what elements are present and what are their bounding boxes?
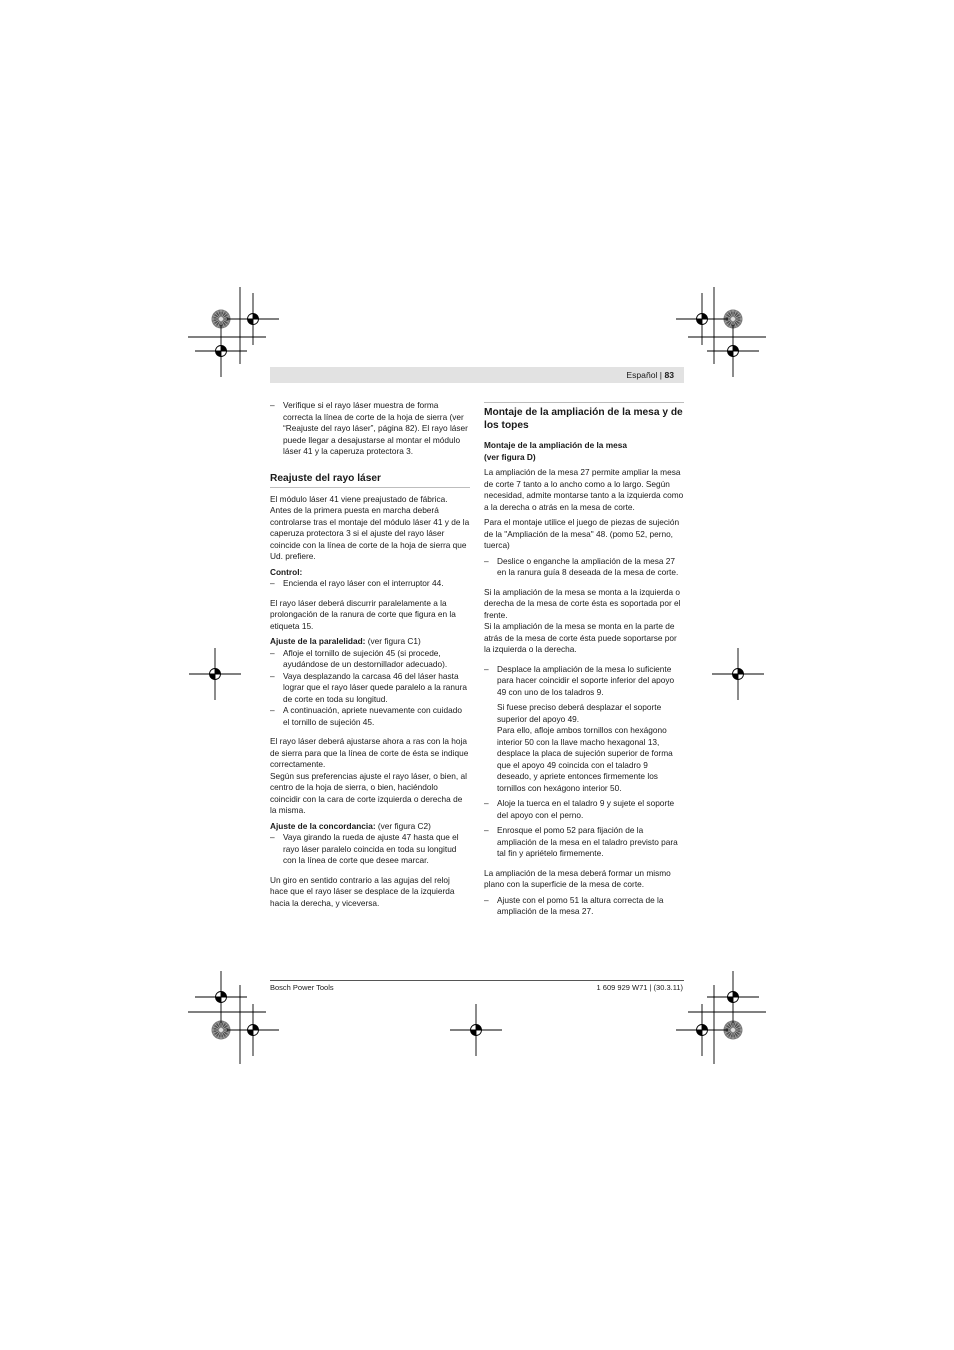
footer-rule xyxy=(270,980,684,981)
header-separator: | xyxy=(657,370,665,380)
paragraph: La ampliación de la mesa deberá formar un mismo plano con la superficie de la mesa de corte. xyxy=(484,867,671,889)
page-header-bar xyxy=(270,367,684,383)
list-item: – Deslice o enganche la ampliación de la mesa 27 en la ranura guía 8 deseada de la mesa de corte. xyxy=(484,556,684,579)
subheading: Ajuste de la paralelidad: xyxy=(270,636,366,646)
list-item: – Vaya desplazando la carcasa 46 del láser hasta lograr que el rayo láser quede paralelo a la ranura de corte en toda su longitud. xyxy=(270,671,470,706)
page-number: 83 xyxy=(664,370,674,380)
footer-docnum: 1 609 929 W71 | (30.3.11) xyxy=(596,983,683,992)
figure-ref: (ver figura D) xyxy=(484,451,536,462)
list-item: – A continuación, apriete nuevamente con cuidado el tornillo de sujeción 45. xyxy=(270,705,470,728)
subheading: Control: xyxy=(270,566,303,577)
paragraph: Para el montaje utilice el juego de piezas de sujeción de la "Ampliación de la mesa" 48. (pomo 52, perno, tuerca) xyxy=(484,517,680,550)
section-heading: Reajuste del rayo láser xyxy=(270,472,381,484)
list-item: – Enrosque el pomo 52 para fijación de la ampliación de la mesa en el taladro previsto para tal fin y apriételo firmemente. xyxy=(484,825,684,860)
list-item: – Afloje el tornillo de sujeción 45 (si procede, ayudándose de un destornillador adecuado). xyxy=(270,648,470,671)
left-column xyxy=(270,400,470,909)
divider xyxy=(270,487,470,488)
subheading: Ajuste de la concordancia: xyxy=(270,820,376,831)
registration-mark-tr xyxy=(676,293,759,377)
registration-mark-tl xyxy=(195,293,279,377)
header-language: Español xyxy=(626,370,658,380)
list-item: – Aloje la tuerca en el taladro 9 y sujete el soporte del apoyo con el perno. xyxy=(484,798,684,821)
footer-brand: Bosch Power Tools xyxy=(270,983,334,992)
list-continuation: Si fuese preciso deberá desplazar el soporte superior del apoyo 49. xyxy=(497,702,662,724)
registration-mark-bc xyxy=(450,1004,502,1056)
paragraph: La ampliación de la mesa 27 permite ampliar la mesa de corte 7 tanto a lo ancho como a lo largo. Según necesidad, admite montarse tanto a la izquierda como a la derecha o atrás en la mesa de corte. xyxy=(484,467,684,512)
list-item: – Verifique si el rayo láser muestra de forma correcta la línea de corte de la hoja de sierra (ver “Reajuste del rayo láser”, página 82). El rayo láser puede llegar a desajustarse al montar el módulo láser 41 y la caperuza protectora 3. xyxy=(270,400,470,458)
page-header xyxy=(626,369,674,381)
paragraph: Si la ampliación de la mesa se monta en la parte de atrás de la mesa de corte ésta puede soportarse por la izquierda o la derecha. xyxy=(484,621,677,654)
figure-ref: (ver figura C1) xyxy=(365,636,421,646)
registration-mark-mr xyxy=(712,648,764,700)
registration-mark-bl xyxy=(195,971,279,1056)
paragraph: Si la ampliación de la mesa se monta a la izquierda o derecha de la mesa de corte ésta es soportada por el frente. xyxy=(484,586,681,620)
subheading: Montaje de la ampliación de la mesa xyxy=(484,440,627,450)
list-item: – Desplace la ampliación de la mesa lo suficiente para hacer coincidir el soporte inferior del apoyo 49 con uno de los taladros 9. xyxy=(484,664,684,699)
registration-mark-br xyxy=(676,971,759,1056)
divider xyxy=(484,402,684,403)
paragraph: Según sus preferencias ajuste el rayo láser, o bien, al centro de la hoja de sierra, o bien, haciéndolo coincidir con la cara de corte izquierda o derecha de la misma. xyxy=(270,770,467,815)
paragraph: Un giro en sentido contrario a las agujas del reloj hace que el rayo láser se desplace de la izquierda hacia la derecha, y viceversa. xyxy=(270,874,455,908)
section-heading: Montaje de la ampliación de la mesa y de los topes xyxy=(484,407,683,431)
list-continuation: Para ello, afloje ambos tornillos con hexágono interior 50 con la llave macho hexagonal 13, desplace la placa de sujeción superior de forma que el apoyo 49 coincida con el taladro 9 deseado, y apriete entonces firmemente los tornillos con hexágono interior 50. xyxy=(497,725,673,793)
figure-ref: (ver figura C2) xyxy=(375,820,431,831)
subheading-line xyxy=(270,821,470,833)
right-column xyxy=(484,400,684,918)
list-item: – Ajuste con el pomo 51 la altura correcta de la ampliación de la mesa 27. xyxy=(484,895,684,918)
subheading-line xyxy=(270,636,470,648)
registration-mark-ml xyxy=(189,648,241,700)
paragraph: El rayo láser deberá ajustarse ahora a ras con la hoja de sierra para que la línea de corte de ésta se indique correctamente. xyxy=(270,736,469,769)
paragraph: El módulo láser 41 viene preajustado de fábrica. Antes de la primera puesta en marcha deberá controlarse tras el montaje del módulo láser 41 y de la caperuza protectora 3 si el ajuste del rayo láser coincide con la línea de corte de la hoja de sierra que Ud. prefiere. xyxy=(270,493,470,561)
paragraph: El rayo láser deberá discurrir paralelamente a la prolongación de la ranura de corte que figura en la etiqueta 15. xyxy=(270,597,456,631)
list-item: – Encienda el rayo láser con el interruptor 44. xyxy=(270,578,470,590)
list-item: – Vaya girando la rueda de ajuste 47 hasta que el rayo láser paralelo coincida en toda su longitud con la línea de corte que desee marcar. xyxy=(270,832,470,867)
